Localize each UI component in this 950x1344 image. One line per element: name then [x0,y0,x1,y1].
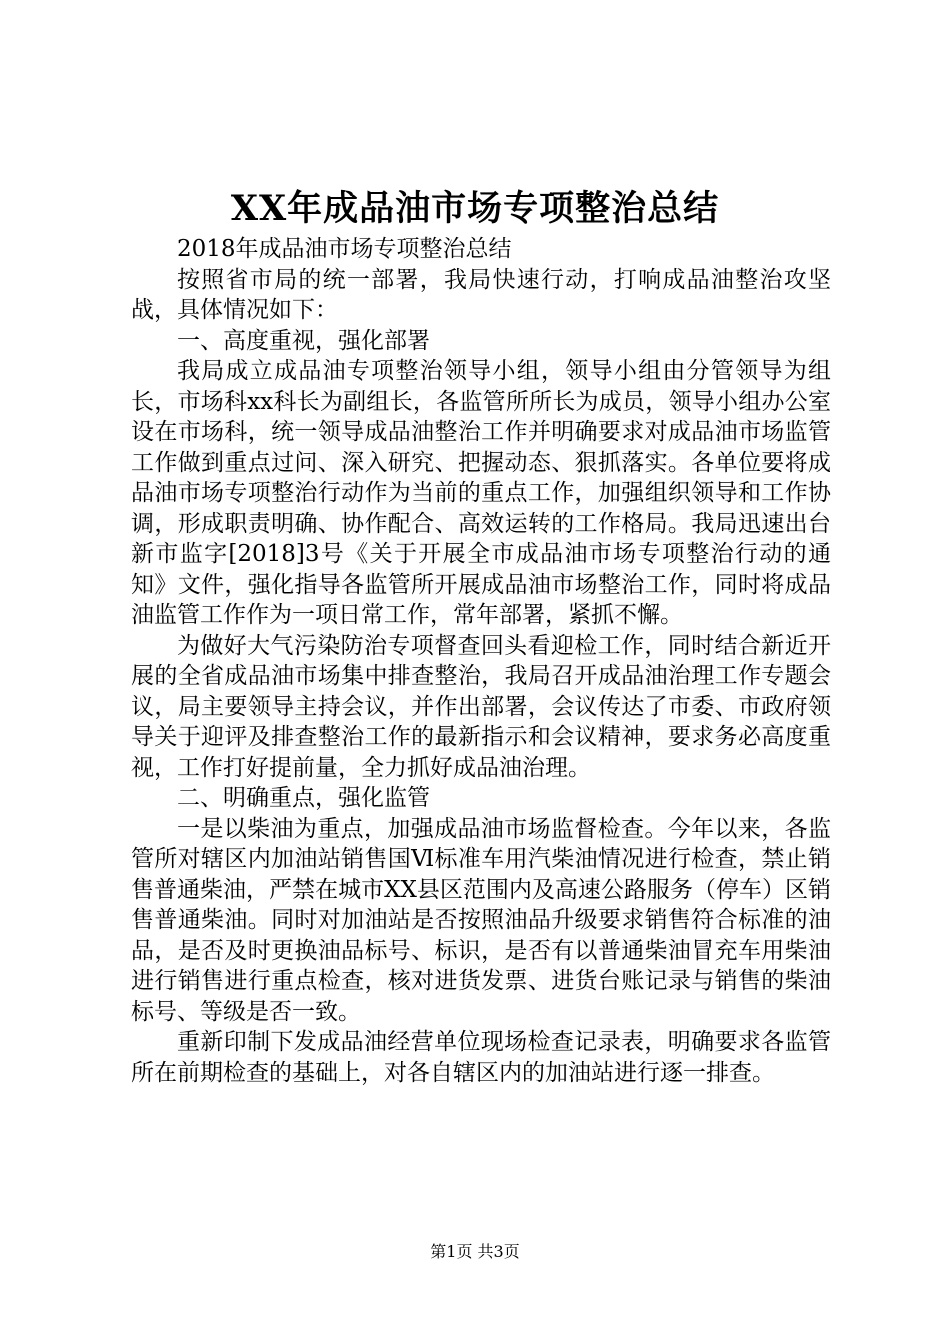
page-footer: 第1页 共3页 [430,1242,520,1261]
paragraph: 一是以柴油为重点，加强成品油市场监督检查。今年以来，各监管所对辖区内加油站销售国Ⅵ标准车用汽柴油情况进行检查，禁止销售普通柴油，严禁在城市XX县区范围内及高速公路服务（停车）区销售普通柴油。同时对加油站是否按照油品升级要求销售符合标准的油品，是否及时更换油品标号、标识，是否有以普通柴油冒充车用柴油进行销售进行重点检查，核对进货发票、进货台账记录与销售的柴油标号、等级是否一致。 [131,815,831,1025]
document-title: XX年成品油市场专项整治总结 [230,188,720,229]
section-heading-1: 一、高度重视，强化部署 [177,327,430,354]
paragraph-subtitle: 2018年成品油市场专项整治总结 [177,236,512,262]
paragraph: 重新印制下发成品油经营单位现场检查记录表，明确要求各监管所在前期检查的基础上，对各自辖区内的加油站进行逐一排查。 [131,1029,831,1086]
section-heading-2: 二、明确重点，强化监管 [177,785,430,811]
paragraph: 我局成立成品油专项整治领导小组，领导小组由分管领导为组长，市场科xx科长为副组长，各监管所所长为成员，领导小组办公室设在市场科，统一领导成品油整治工作并明确要求对成品油市场监管工作做到重点过问、深入研究、把握动态、狠抓落实。各单位要将成品油市场专项整治行动作为当前的重点工作，加强组织领导和工作协调，形成职责明确、协作配合、高效运转的工作格局。我局迅速出台新市监字[2018]3号《关于开展全市成品油市场专项整治行动的通知》文件，强化指导各监管所开展成品油市场整治工作，同时将成品油监管工作作为一项日常工作，常年部署，紧抓不懈。 [131,358,831,628]
paragraph: 为做好大气污染防治专项督查回头看迎检工作，同时结合新近开展的全省成品油市场集中排查整治，我局召开成品油治理工作专题会议，局主要领导主持会议，并作出部署，会议传达了市委、市政府领导关于迎评及排查整治工作的最新指示和会议精神，要求务必高度重视，工作打好提前量，全力抓好成品油治理。 [131,632,831,781]
paragraph-intro: 按照省市局的统一部署，我局快速行动，打响成品油整治攻坚战，具体情况如下： [131,266,831,323]
document-body [131,234,831,1088]
